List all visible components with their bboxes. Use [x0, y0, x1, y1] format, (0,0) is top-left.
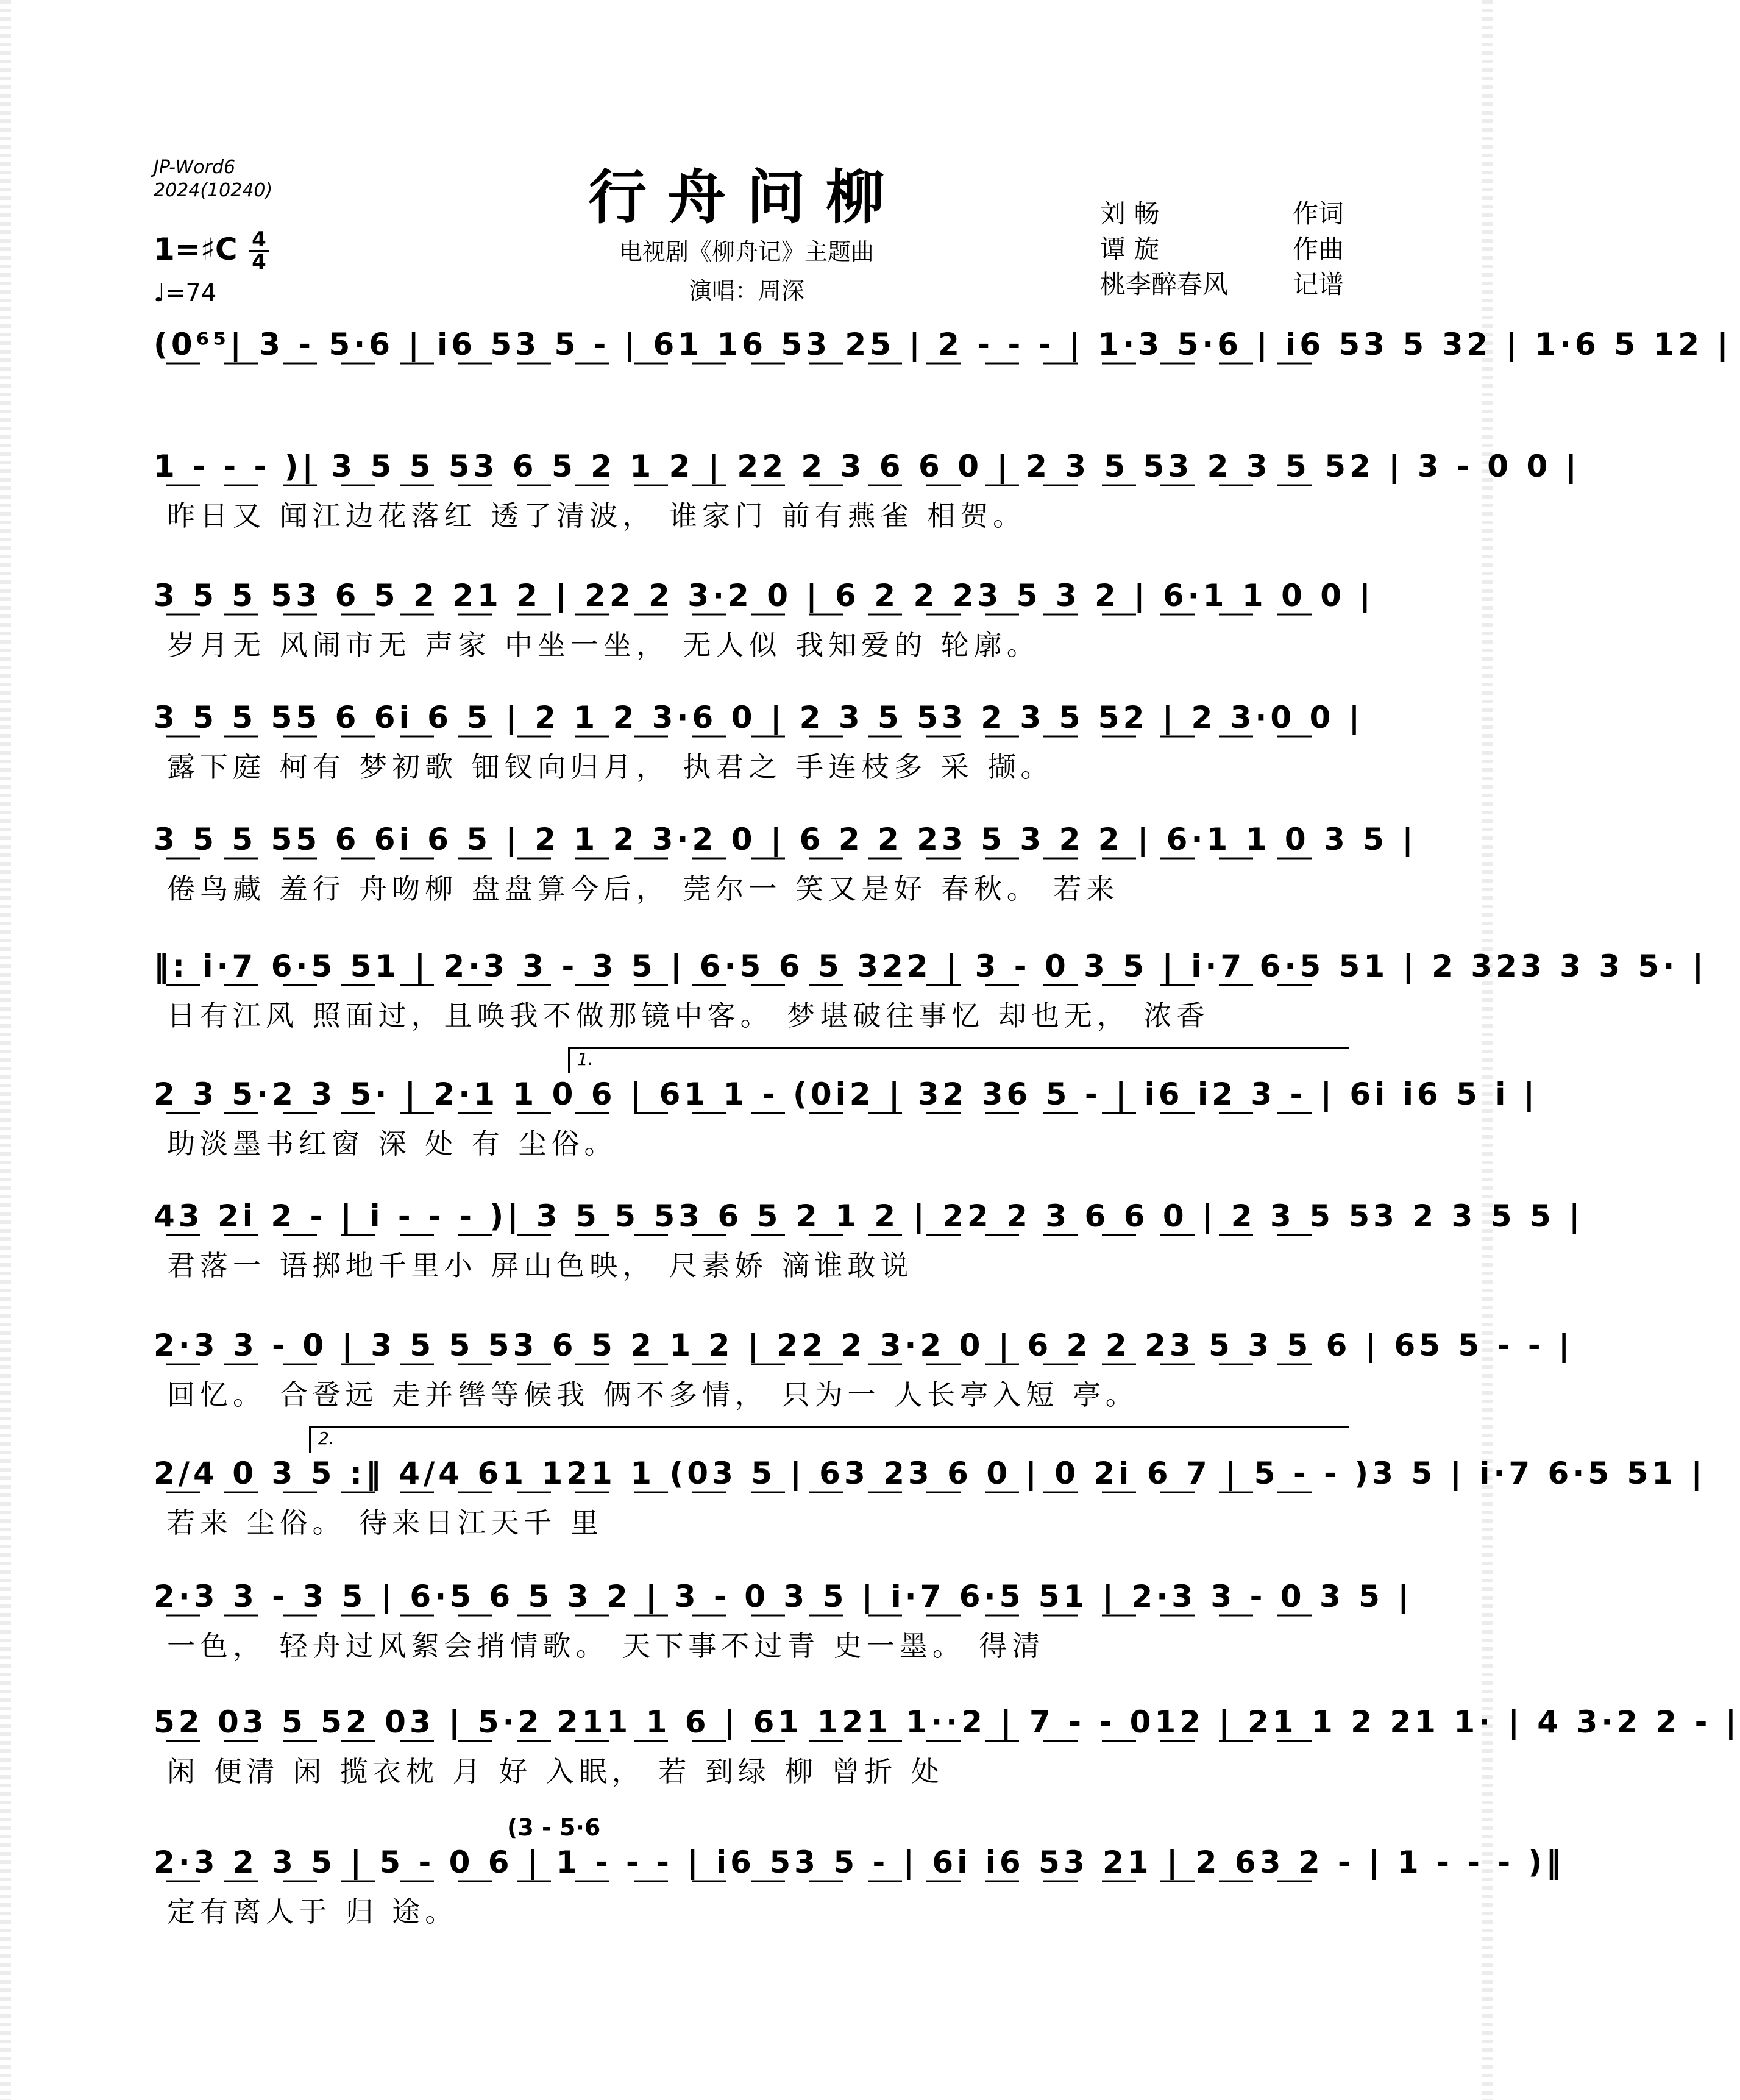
notation-line [154, 574, 1374, 617]
notation-line [154, 696, 1364, 739]
score-system [154, 1428, 1706, 1575]
lyric-line: 一色， 轻舟过风絮会捎情歌。 天下事不过青 史一墨。 得清 [167, 1629, 1045, 1662]
lyric-line: 倦鸟藏 羞行 舟吻柳 盘盘算今后， 莞尔一 笑又是好 春秋。 若来 [167, 872, 1120, 905]
notation-line [154, 945, 1708, 988]
notation-line [154, 1452, 1706, 1495]
score-system [154, 1195, 1584, 1324]
score-system [154, 1049, 1539, 1195]
beam-underlines [154, 361, 1342, 369]
beam-underlines [154, 1362, 1342, 1370]
credit-name: 谭 旋 [1100, 234, 1160, 264]
time-denominator: 4 [249, 250, 269, 272]
credit-name: 桃李醉春风 [1100, 269, 1229, 299]
notation-line [154, 323, 1732, 366]
notation-line [154, 818, 1417, 861]
notation-text: 43 2i 2 - | i - - - )| 3 5 5 53 6 5 2 1 2 | 22 2 3 6 6 0 | 2 3 5 53 2 3 5 5 | [154, 1198, 1584, 1234]
beam-underlines [154, 734, 1342, 742]
composer-credit [1100, 232, 1344, 267]
lyric-line: 定有离人于 归 途。 [167, 1895, 458, 1928]
notation-line [154, 1073, 1539, 1116]
notation-text: 2/4 0 3 5 :‖ 4/4 61 121 1 (03 5 | 63 23 6 0 | 0 2i 6 7 | 5 - - )3 5 | i·7 6·5 51 | [154, 1456, 1706, 1491]
intro-reprise-label: (3 - 5·6 [507, 1814, 601, 1841]
lyricist-credit [1100, 196, 1344, 232]
credit-role: 记谱 [1292, 269, 1344, 299]
beam-underlines [154, 1490, 1342, 1498]
volta-bracket: 2. [309, 1426, 1349, 1453]
lyric-line: 君落一 语掷地千里小 屏山色映， 尺素娇 滴谁敢说 [167, 1249, 914, 1282]
page-edge-right [1482, 0, 1493, 2100]
score-system [154, 323, 1732, 445]
beam-underlines [154, 1879, 1342, 1887]
lyric-line: 昨日又 闻江边花落红 透了清波， 谁家门 前有燕雀 相贺。 [167, 499, 1026, 532]
score-system [154, 574, 1374, 696]
software-version: 2024(10240) [154, 180, 273, 201]
credit-role: 作曲 [1292, 234, 1344, 264]
song-subtitle: 电视剧《柳舟记》主题曲 [619, 238, 874, 265]
page-edge-left [0, 0, 11, 2100]
notation-line [154, 1841, 1565, 1884]
credit-role: 作词 [1292, 199, 1344, 229]
beam-underlines [154, 1739, 1342, 1747]
notation-text: 52 03 5 52 03 | 5·2 211 1 6 | 61 121 1··2 | 7 - - 012 | 21 1 2 21 1· | 4 3·2 2 - | [154, 1704, 1740, 1740]
lyric-line: 露下庭 柯有 梦初歌 钿钗向归月， 执君之 手连枝多 采 撷。 [167, 750, 1054, 783]
credit-name: 刘 畅 [1100, 199, 1160, 229]
time-numerator: 4 [252, 227, 266, 252]
tempo-marking: ♩=74 [154, 279, 217, 307]
beam-underlines [154, 1233, 1342, 1241]
beam-underlines [154, 856, 1342, 864]
beam-underlines [154, 612, 1342, 621]
song-title: 行舟问柳 [588, 163, 905, 232]
notation-line [154, 1701, 1740, 1743]
notation-text: 2 3 5·2 3 5· | 2·1 1 0 6 | 61 1 - (0i2 | 32 36 5 - | i6 i2 3 - | 6i i6 5 i | [154, 1077, 1539, 1112]
key-signature: 1=♯C [154, 232, 238, 267]
score-system [154, 445, 1580, 574]
lyric-line: 回忆。 合卺远 走并辔等候我 俩不多情， 只为一 人长亭入短 亭。 [167, 1378, 1138, 1411]
singer-credit: 演唱：周深 [688, 277, 804, 304]
beam-underlines [154, 483, 1342, 491]
transcriber-credit [1100, 267, 1344, 302]
lyric-line: 若来 尘俗。 待来日江天千 里 [167, 1506, 603, 1539]
score-system [154, 1701, 1740, 1841]
notation-text: 3 5 5 55 6 6i 6 5 | 2 1 2 3·2 0 | 6 2 2 23 5 3 2 2 | 6·1 1 0 3 5 | [154, 822, 1417, 857]
lyric-line: 闲 便清 闲 揽衣枕 月 好 入眠， 若 到绿 柳 曾折 处 [167, 1755, 944, 1788]
notation-line [154, 445, 1580, 488]
notation-text: ‖: i·7 6·5 51 | 2·3 3 - 3 5 | 6·5 6 5 322 | 3 - 0 3 5 | i·7 6·5 51 | 2 323 3 3 5· | [154, 949, 1708, 984]
beam-underlines [154, 1613, 1342, 1621]
notation-text: 2·3 2 3 5 | 5 - 0 6 | 1 - - - | i6 53 5 - | 6i i6 53 21 | 2 63 2 - | 1 - - - )‖ [154, 1845, 1565, 1880]
notation-line [154, 1324, 1574, 1367]
score-system [154, 818, 1417, 945]
notation-line [154, 1195, 1584, 1237]
score-system [154, 1814, 1565, 1963]
notation-text: (0⁶⁵| 3 - 5·6 | i6 53 5 - | 61 16 53 25 | 2 - - - | 1·3 5·6 | i6 53 5 32 | 1·6 5 12 | [154, 327, 1732, 362]
notation-text: 2·3 3 - 3 5 | 6·5 6 5 3 2 | 3 - 0 3 5 | i·7 6·5 51 | 2·3 3 - 0 3 5 | [154, 1579, 1413, 1614]
lyric-line: 岁月无 风闹市无 声家 中坐一坐， 无人似 我知爱的 轮廓。 [167, 628, 1040, 661]
volta-bracket: 1. [568, 1047, 1349, 1073]
notation-line [154, 1575, 1413, 1618]
score-system [154, 696, 1364, 818]
score-system [154, 1575, 1413, 1701]
beam-underlines [154, 983, 1342, 991]
notation-text: 3 5 5 53 6 5 2 21 2 | 22 2 3·2 0 | 6 2 2 23 5 3 2 | 6·1 1 0 0 | [154, 578, 1374, 613]
software-name: JP-Word6 [154, 157, 236, 178]
lyric-line: 日有江风 照面过，且唤我不做那镜中客。 梦堪破往事忆 却也无， 浓香 [167, 999, 1210, 1032]
beam-underlines [154, 1111, 1342, 1119]
notation-text: 3 5 5 55 6 6i 6 5 | 2 1 2 3·6 0 | 2 3 5 53 2 3 5 52 | 2 3·0 0 | [154, 700, 1364, 735]
notation-text: 2·3 3 - 0 | 3 5 5 53 6 5 2 1 2 | 22 2 3·2 0 | 6 2 2 23 5 3 5 6 | 65 5 - - | [154, 1328, 1574, 1363]
notation-text: 1 - - - )| 3 5 5 53 6 5 2 1 2 | 22 2 3 6 6 0 | 2 3 5 53 2 3 5 52 | 3 - 0 0 | [154, 449, 1580, 484]
score [154, 323, 1740, 1963]
time-signature [249, 229, 269, 272]
credits-block [1100, 196, 1344, 302]
lyric-line: 助淡墨书红窗 深 处 有 尘俗。 [167, 1127, 617, 1160]
